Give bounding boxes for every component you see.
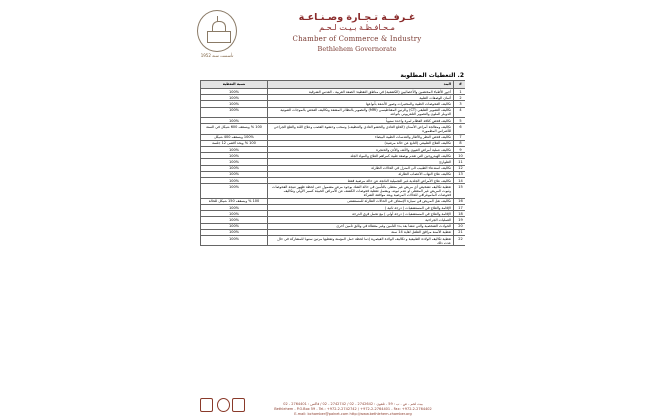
row-number-cell: 21 xyxy=(454,229,466,235)
table-row xyxy=(201,184,466,199)
header-english-title: Chamber of Commerce & Industry xyxy=(292,35,422,43)
item-cell: الحوادث الشخصية والتي تنشأ بعد بدء التأمين وغير مغطاة في وثائق تأمين أخرى xyxy=(268,223,454,229)
coverage-percent-cell: 100% xyxy=(201,229,268,235)
certification-seal-icon xyxy=(200,398,213,412)
table-row xyxy=(201,124,466,134)
table-row xyxy=(201,236,466,246)
item-cell: تكاليف التصوير الطبقي (CT) والرنين المغناطيسي (MRI) والتصوير بالنظائر المشعة وتكاليف الفحص بالموجات الصوتية الدوبلر الملون والتصوير التلفزيوني بأنواعه xyxy=(268,107,454,117)
coverage-table xyxy=(200,80,465,246)
footer-english-contact: Bethlehem - P.O.Box 59 - Tel.: +972-2-2742742 / +972-2-2764401 - Fax: +972-2-2764402 xyxy=(274,407,432,411)
coverage-percent-cell: 100% xyxy=(201,217,268,223)
table-body xyxy=(201,89,466,246)
coverage-percent-cell: 100% xyxy=(201,101,268,107)
coverage-percent-cell: 100% xyxy=(201,223,268,229)
row-number-cell: 5 xyxy=(454,118,466,124)
row-number-cell: 13 xyxy=(454,171,466,177)
row-number-cell: 2 xyxy=(454,95,466,101)
item-cell: الإقامة والعلاج في المستشفيات ( درجة ثانية ) xyxy=(268,205,454,211)
coverage-percent-cell: 100% xyxy=(201,153,268,159)
item-cell: تغطية تكاليف الولادة الطبيعية و تكاليف الولادة القيصرية إذما لحظة حمل المؤمنة وتعطيها مرتين سنويا للمشاركة في حال عدت ذلك xyxy=(268,236,454,246)
item-cell: تكاليف الهيدروجين التي تقدم بوصفة طبية كمراهم العلاج والمواد الجلد xyxy=(268,153,454,159)
header-item: البند xyxy=(268,81,454,89)
item-cell: تكاليف ومعالجة أمراض الأسنان (الخلع العادي والحشو العادي والتنظيف) وسحب وحشوة العصب وعلاج اللثة والقلع الجراحي للأضراس المطمورة xyxy=(268,124,454,134)
item-cell: أثمان الوصفات الطبية xyxy=(268,95,454,101)
coverage-percent-cell: 100% وبسقف 400 شيكل xyxy=(201,134,268,140)
table-header-row xyxy=(201,81,466,89)
row-number-cell: 19 xyxy=(454,217,466,223)
logo-caption: تأسست سنة 1952 xyxy=(200,53,234,58)
row-number-cell: 18 xyxy=(454,211,466,217)
item-cell: تغطية الأسنة مرافق الطفل لغاية 14 سنة xyxy=(268,229,454,235)
coverage-percent-cell: 100% xyxy=(201,178,268,184)
coverage-percent-cell: 100% xyxy=(201,147,268,153)
row-number-cell: 6 xyxy=(454,124,466,134)
item-cell: تكاليف فحص النظر والأطار والعدسات الطبية البيضاء xyxy=(268,134,454,140)
item-cell: تكاليف عملية أمراض العيون والأنف والأذن والحنجرة xyxy=(268,147,454,153)
row-number-cell: 10 xyxy=(454,153,466,159)
coverage-percent-cell: 100% xyxy=(201,118,268,124)
coverage-percent-cell: 100% xyxy=(201,184,268,199)
header-number: # xyxy=(454,81,466,89)
row-number-cell: 22 xyxy=(454,236,466,246)
header-arabic-title: غـرفــة تـجـارة وصـنـاعـة xyxy=(298,12,416,23)
coverage-percent-cell: 100 % وبسقف 150 شيكل للحالة xyxy=(201,198,268,204)
coverage-table-wrapper xyxy=(200,80,465,402)
row-number-cell: 14 xyxy=(454,178,466,184)
item-cell: العمليات الجراحية xyxy=(268,217,454,223)
chamber-logo-emblem xyxy=(197,10,237,52)
row-number-cell: 3 xyxy=(454,101,466,107)
coverage-percent-cell: 100% xyxy=(201,171,268,177)
row-number-cell: 1 xyxy=(454,89,466,95)
item-cell: تكاليف نقل المريض في سيارة الإسعاف في الحالات الطارئة للمستشفى xyxy=(268,198,454,204)
item-cell: تكاليف الفحوصات الطبية والمختبرات وصور الأشعة بأنواعها xyxy=(268,101,454,107)
coverage-percent-cell: 100% xyxy=(201,236,268,246)
item-cell: تكاليف العلاج الطبيعي (التابع عن حالة مرضية) xyxy=(268,140,454,146)
row-number-cell: 16 xyxy=(454,198,466,204)
quality-seal-icon xyxy=(232,398,245,412)
logo-building-mark xyxy=(207,31,231,43)
coverage-percent-cell: 100% xyxy=(201,165,268,171)
coverage-percent-cell: 100% xyxy=(201,211,268,217)
header-arabic-subtitle: مـحـافـظـة بـيـت لـحـم xyxy=(319,23,395,32)
item-cell: تكاليف فحص كثافة العظام لمرة واحدة سنوياً xyxy=(268,118,454,124)
row-number-cell: 11 xyxy=(454,159,466,165)
header-coverage-percent: نسبة التغطية xyxy=(201,81,268,89)
row-number-cell: 12 xyxy=(454,165,466,171)
item-cell: تكاليف علاج التهاب الأعصاب الطارئة xyxy=(268,171,454,177)
table-row xyxy=(201,107,466,117)
coverage-percent-cell: 100 % وبسقف 600 شيكل في السنة xyxy=(201,124,268,134)
item-cell: تكاليف علاج الأمراض الجلدية غير التجميلية الناتجة عن حالة مرضية فقط xyxy=(268,178,454,184)
item-cell: الإقامة والعلاج في المستشفيات ( درجة أولى ) مع تحمل فرق الدرجة xyxy=(268,211,454,217)
item-cell: الطوارئ xyxy=(268,159,454,165)
row-number-cell: 7 xyxy=(454,134,466,140)
coverage-percent-cell: 100% xyxy=(201,95,268,101)
row-number-cell: 15 xyxy=(454,184,466,199)
registered-mark-icon xyxy=(217,398,230,412)
row-number-cell: 17 xyxy=(454,205,466,211)
item-cell: تغطية تكاليف تشخيص أي مريض غير معطى بالتأمين في حالة الشك بوجود مرض مشمول حتى لحظة ظهور نتيجة الفحوصات وثبوت المريض غير المغطى او عدم ثبوته. ويشمل تغطية فحوصات الكشف عن الأمراض الخبيثة كسبر الأولي وتكاليف فحوصات الماموغرافي للحالات المرضية وبعد موافقة الشركة xyxy=(268,184,454,199)
footer-email-web: E-mail: bchamber@palnet.com http://www.bethlehem-chamber.org xyxy=(294,412,412,416)
coverage-percent-cell: 100% xyxy=(201,107,268,117)
row-number-cell: 9 xyxy=(454,147,466,153)
section-title: 2. التغطيات المطلوبة xyxy=(400,72,464,79)
item-cell: تكاليف استدعاء الطبيب الى المنزل في الحالات الطارئة xyxy=(268,165,454,171)
coverage-percent-cell: 100% xyxy=(201,205,268,211)
coverage-percent-cell: 100 % وبحد أقصى 12 جلسة xyxy=(201,140,268,146)
item-cell: أجور الأطباء المختصين والأخصائيين (الكشفية) في مناطق التغطية: الضفة الغربية - القدس الشرقية xyxy=(268,89,454,95)
header-english-subtitle: Bethlehem Governorate xyxy=(317,45,397,53)
row-number-cell: 8 xyxy=(454,140,466,146)
coverage-percent-cell: 100% xyxy=(201,159,268,165)
row-number-cell: 4 xyxy=(454,107,466,117)
footer-arabic-contact: بيت لحم - ص . ب : 59 - تلفون : 2742642 - 02 / 2742742 - 02 / فاكس : 2764401 - 02 xyxy=(283,402,423,406)
row-number-cell: 20 xyxy=(454,223,466,229)
coverage-percent-cell: 100% xyxy=(201,89,268,95)
